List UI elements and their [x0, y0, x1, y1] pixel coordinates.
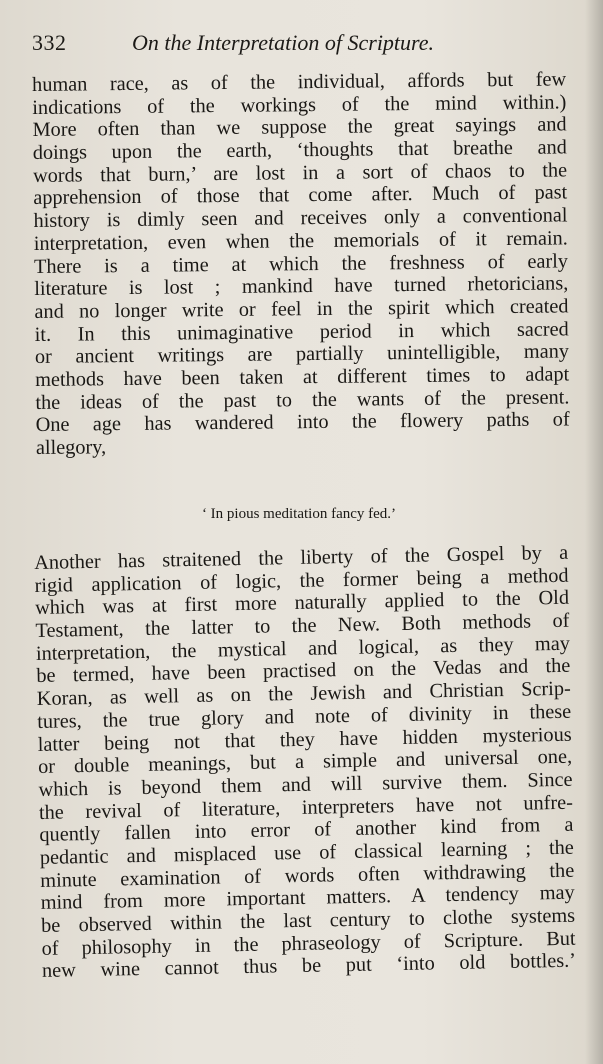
text-line: which is beyond them and will survive them. Since — [38, 768, 573, 801]
text-line: latter being not that they have hidden mysterious — [37, 723, 572, 756]
paragraph-2 — [34, 542, 576, 983]
text-line: allegory, — [35, 436, 107, 459]
text-line: which was at first more naturally applied to the Old — [34, 587, 570, 620]
text-line: quently fallen into error of another kind from a — [39, 813, 574, 847]
page-header — [32, 30, 572, 64]
text-line: be termed, have been practised on the Vedas and the — [36, 655, 571, 688]
text-line: of philosophy in the phraseology of Scripture. But — [41, 927, 576, 960]
text-line: or ancient writings are partially unintelligible, many — [34, 340, 570, 369]
text-line: tures, the true glory and note of divinity in these — [37, 700, 572, 733]
text-line: rigid application of logic, the former being a method — [34, 564, 569, 597]
text-line: indications of the workings of the mind within.) — [32, 91, 567, 119]
text-line: literature is lost ; mankind have turned rhetoricians, — [34, 272, 569, 301]
text-line: Testament, the latter to the New. Both methods of — [35, 609, 570, 643]
text-line: be observed within the last century to clothe systems — [40, 904, 576, 937]
text-line: and no longer write or feel in the spirit which created — [34, 295, 569, 323]
text-line: interpretation, the mystical and logical, as they may — [35, 632, 571, 665]
text-line: Koran, as well as on the Jewish and Christian Scrip- — [36, 677, 571, 711]
running-title: On the Interpretation of Scripture. — [132, 30, 435, 55]
text-line: There is a time at which the freshness of early — [33, 249, 569, 278]
text-line: doings upon the earth, ‘thoughts that breathe and — [32, 136, 567, 165]
text-line: More often than we suppose the great sayings and — [32, 113, 567, 142]
text-line: it. In this unimaginative period in which sacred — [34, 317, 569, 346]
quotation: ‘ In pious meditation fancy fed.’ — [201, 506, 397, 522]
text-line: history is dimly seen and receives only a conventional — [33, 204, 568, 233]
page-number: 332 — [32, 30, 67, 55]
text-line: mind from more important matters. A tendency may — [40, 881, 575, 915]
text-line: methods have been taken at different times to adapt — [35, 363, 570, 391]
text-line: words that burn,’ are lost in a sort of chaos to the — [32, 159, 568, 187]
text-line: human race, as of the individual, affords but few — [32, 68, 567, 96]
text-line: the ideas of the past to the wants of the present. — [35, 386, 570, 414]
text-line: One age has wandered into the flowery paths of — [35, 408, 570, 437]
text-line: new wine cannot thus be put ‘into old bottles.’ — [41, 950, 577, 983]
paragraph-1 — [32, 68, 570, 459]
text-line: pedantic and misplaced use of classical learning ; the — [39, 836, 574, 869]
text-line: or double meanings, but a simple and universal one, — [37, 745, 573, 779]
text-line: minute examination of words often withdrawing the — [40, 859, 575, 892]
spine-shadow — [585, 0, 603, 1064]
text-line: the revival of literature, interpreters have not unfre- — [38, 791, 574, 824]
text-line: apprehension of those that come after. Much of past — [33, 181, 568, 210]
text-line: interpretation, even when the memorials of it remain. — [33, 227, 568, 255]
text-line: Another has straitened the liberty of the Gospel by a — [34, 541, 569, 574]
